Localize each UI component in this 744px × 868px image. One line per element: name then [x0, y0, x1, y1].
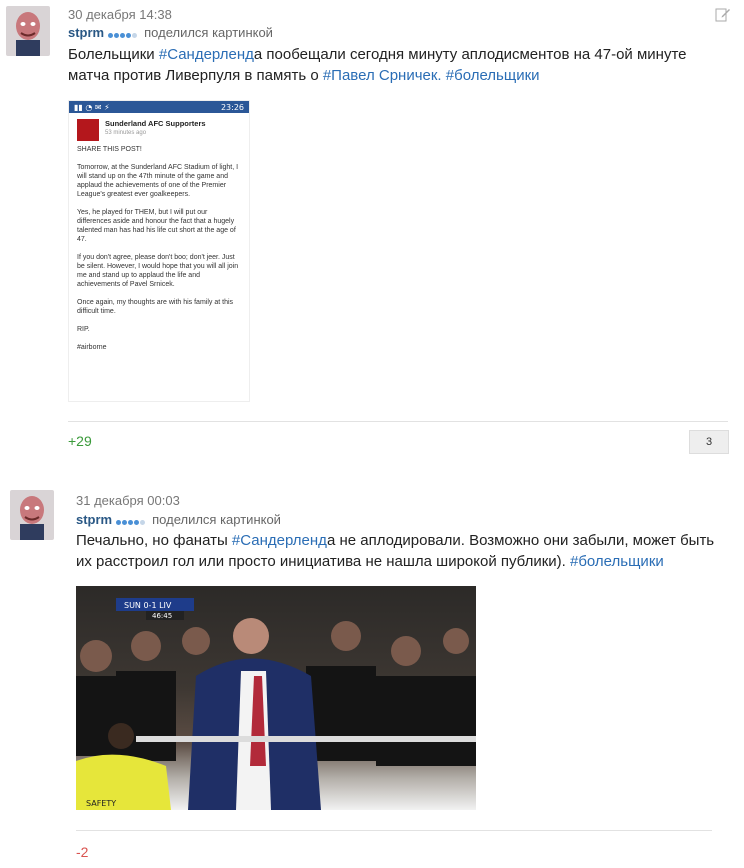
post-date: 31 декабря 00:03 [76, 493, 180, 508]
post-score: -2 [76, 844, 89, 860]
fb-paragraph: RIP. [77, 326, 90, 333]
fb-post-time: 53 minutes ago [105, 130, 147, 136]
post-score: +29 [68, 433, 92, 449]
match-clock: 46:45 [152, 612, 173, 620]
fb-paragraph: SHARE THIS POST! [77, 146, 142, 153]
hashtag-link[interactable]: #болельщики [445, 67, 540, 84]
text-segment: Печально, но фанаты [76, 532, 232, 549]
hashtag-link[interactable]: #болельщики [569, 553, 664, 570]
text-segment: а пообещали сегодня минуту аплодисментов на 47-ой минуте матча против Ливерпуля в память о [68, 46, 687, 84]
rating-dots [116, 513, 146, 528]
post-date: 30 декабря 14:38 [68, 7, 172, 22]
fb-paragraph: Yes, he played for THEM, but I will put our differences aside and honour the fact that a hugely talented man has had his life cut short at the age of 47. [77, 209, 236, 243]
status-time: 23:26 [220, 102, 244, 112]
comments-count: 3 [705, 436, 713, 448]
vest-text: SAFETY [86, 799, 117, 808]
signal-icon: ▮▮ ◔ ✉ ⚡ [74, 102, 110, 112]
hashtag-link[interactable]: #Павел Срничек. [322, 67, 442, 84]
fb-paragraph: #airborne [77, 344, 107, 351]
text-segment: а не аплодировали. Возможно они забыли, может быть их расстроил гол или просто инициатива не нашла широкой публики). [76, 532, 715, 570]
text-segment: Болельщики [68, 46, 159, 63]
username-link[interactable]: stprm [68, 25, 105, 40]
post-text [76, 530, 726, 572]
author-line [76, 512, 281, 528]
action-text: поделился картинкой [152, 512, 281, 527]
scoreboard-text: SUN 0-1 LIV [124, 601, 172, 610]
username-link[interactable]: stprm [76, 512, 113, 527]
fb-paragraph: Tomorrow, at the Sunderland AFC Stadium of light, I will stand up on the 47th minute of the game and applaud the achievements of one of the Premier League's greatest ever goalkeepers. [77, 164, 239, 198]
fb-paragraph: If you don't agree, please don't boo; don't jeer. Just be silent. However, I would hope that you will all join me and stand up to applaud the life and achievements of Pavel Srnicek. [77, 254, 239, 288]
hashtag-link[interactable]: #Сандерленд [158, 46, 254, 63]
avatar[interactable] [10, 490, 54, 540]
fb-page-name: Sunderland AFC Supporters [105, 119, 206, 128]
divider [76, 830, 712, 831]
action-text: поделился картинкой [144, 25, 273, 40]
shared-image[interactable] [76, 586, 476, 810]
fb-paragraph: Once again, my thoughts are with his family at this difficult time. [77, 299, 234, 315]
hashtag-link[interactable]: #Сандерленд [231, 532, 327, 549]
